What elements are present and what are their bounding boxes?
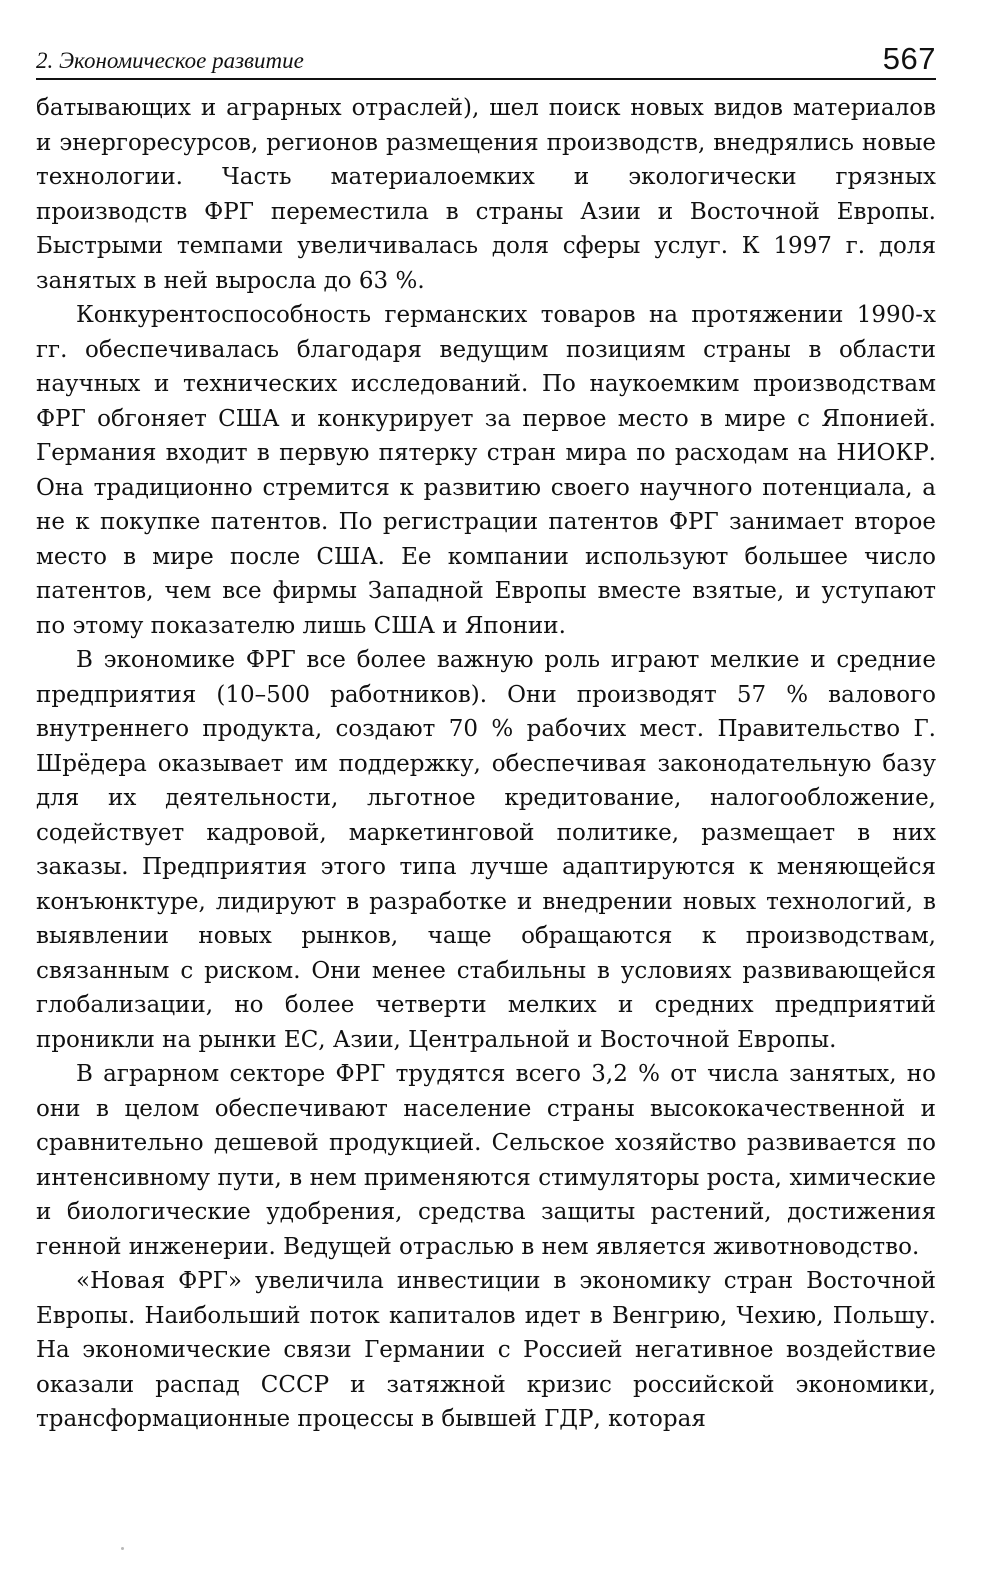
running-header <box>36 28 936 80</box>
book-page <box>36 28 936 1437</box>
paragraph-investment: «Новая ФРГ» увеличила инвестиции в экономику стран Восточной Европы. Наибольший поток капиталов идет в Венгрию, Чехию, Польшу. На экономические связи Германии с Россией негативное воздействие оказали распад СССР и затяжной кризис российской экономики, трансформационные процессы в бывшей ГДР, которая <box>36 1268 936 1432</box>
paragraph-continued: батывающих и аграрных отраслей), шел поиск новых видов материалов и энергоресурсов, регионов размещения производств, внедрялись новые технологии. Часть материалоемких и экологически грязных производств ФРГ переместила в страны Азии и Восточной Европы. Быстрыми темпами увеличивалась доля сферы услуг. К 1997 г. доля занятых в ней выросла до 63 %. <box>36 95 936 294</box>
section-title: 2. Экономическое развитие <box>36 48 304 73</box>
body-text <box>36 91 936 1437</box>
scan-speck <box>121 1547 124 1550</box>
paragraph-small-enterprises: В экономике ФРГ все более важную роль играют мелкие и средние предприятия (10–500 работников). Они производят 57 % валового внутреннего продукта, создают 70 % рабочих мест. Правительство Г. Шрёдера оказывает им поддержку, обеспечивая законодательную базу для их деятельности, льготное кредитование, налогообложение, содействует кадровой, маркетинговой политике, размещает в них заказы. Предприятия этого типа лучше адаптируются к меняющейся конъюнктуре, лидируют в разработке и внедрении новых технологий, в выявлении новых рынков, чаще обращаются к производствам, связанным с риском. Они менее стабильны в условиях развивающейся глобализации, но более четверти мелких и средних предприятий проникли на рынки ЕС, Азии, Центральной и Восточной Европы. <box>36 647 936 1053</box>
page-number: 567 <box>882 41 936 76</box>
paragraph-agriculture: В аграрном секторе ФРГ трудятся всего 3,2 % от числа занятых, но они в целом обеспечивают население страны высококачественной и сравнительно дешевой продукцией. Сельское хозяйство развивается по интенсивному пути, в нем применяются стимуляторы роста, химические и биологические удобрения, средства защиты растений, достижения генной инженерии. Ведущей отраслью в нем является животноводство. <box>36 1061 936 1260</box>
paragraph-competitiveness: Конкурентоспособность германских товаров на протяжении 1990-х гг. обеспечивалась благодаря ведущим позициям страны в области научных и технических исследований. По наукоемким производствам ФРГ обгоняет США и конкурирует за первое место в мире с Японией. Германия входит в первую пятерку стран мира по расходам на НИОКР. Она традиционно стремится к развитию своего научного потенциала, а не к покупке патентов. По регистрации патентов ФРГ занимает второе место в мире после США. Ее компании используют большее число патентов, чем все фирмы Западной Европы вместе взятые, и уступают по этому показателю лишь США и Японии. <box>36 302 936 639</box>
